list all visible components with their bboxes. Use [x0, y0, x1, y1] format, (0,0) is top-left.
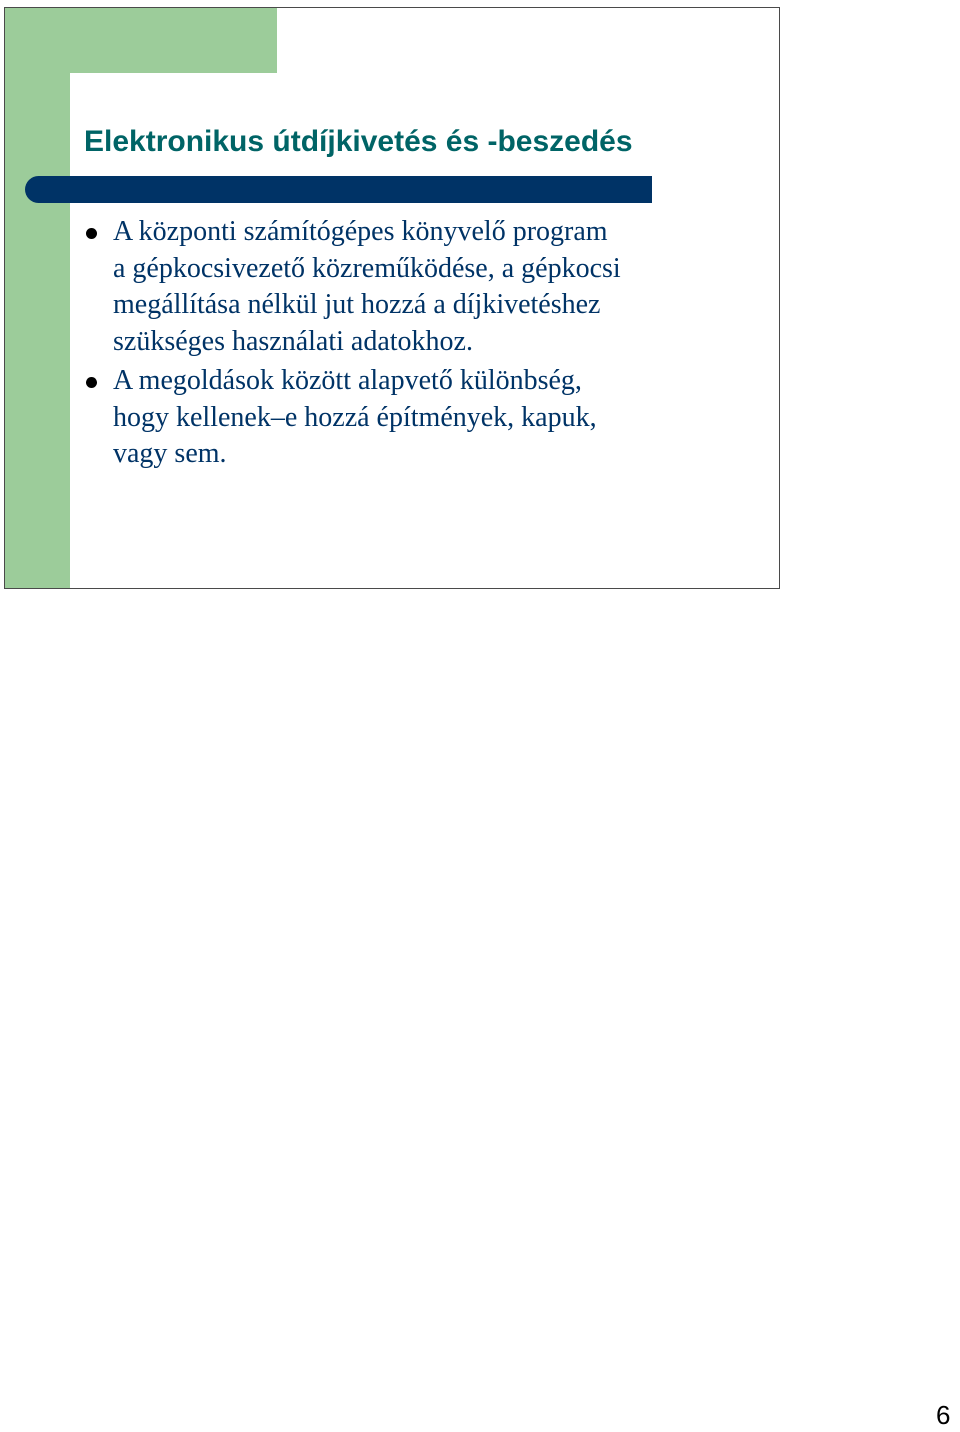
green-top-bar: [5, 8, 277, 73]
bullet-dot-icon: [86, 377, 97, 388]
bullet-item: [85, 214, 725, 360]
bullet-line: A megoldások között alapvető különbség,: [113, 365, 582, 396]
bullet-line: hogy kellenek–e hozzá építmények, kapuk,: [113, 401, 597, 433]
bullet-dot-icon: [86, 228, 97, 239]
bullet-line: A központi számítógépes könyvelő program: [113, 216, 608, 247]
bullet-line: a gépkocsivezető közreműködése, a gépkocsi: [113, 252, 621, 284]
bullet-line: vagy sem.: [113, 438, 227, 469]
title-underline-bar: [25, 176, 652, 203]
bullet-list: [85, 214, 725, 476]
bullet-line: szükséges használati adatokhoz.: [113, 325, 473, 357]
slide-title: Elektronikus útdíjkivetés és -beszedés: [84, 125, 633, 158]
bullet-line: megállítása nélkül jut hozzá a díjkivetéshez: [113, 289, 601, 320]
slide: [4, 7, 780, 589]
green-side-bar: [5, 8, 70, 588]
page-number: 6: [936, 1400, 951, 1430]
bullet-item: [85, 363, 725, 473]
